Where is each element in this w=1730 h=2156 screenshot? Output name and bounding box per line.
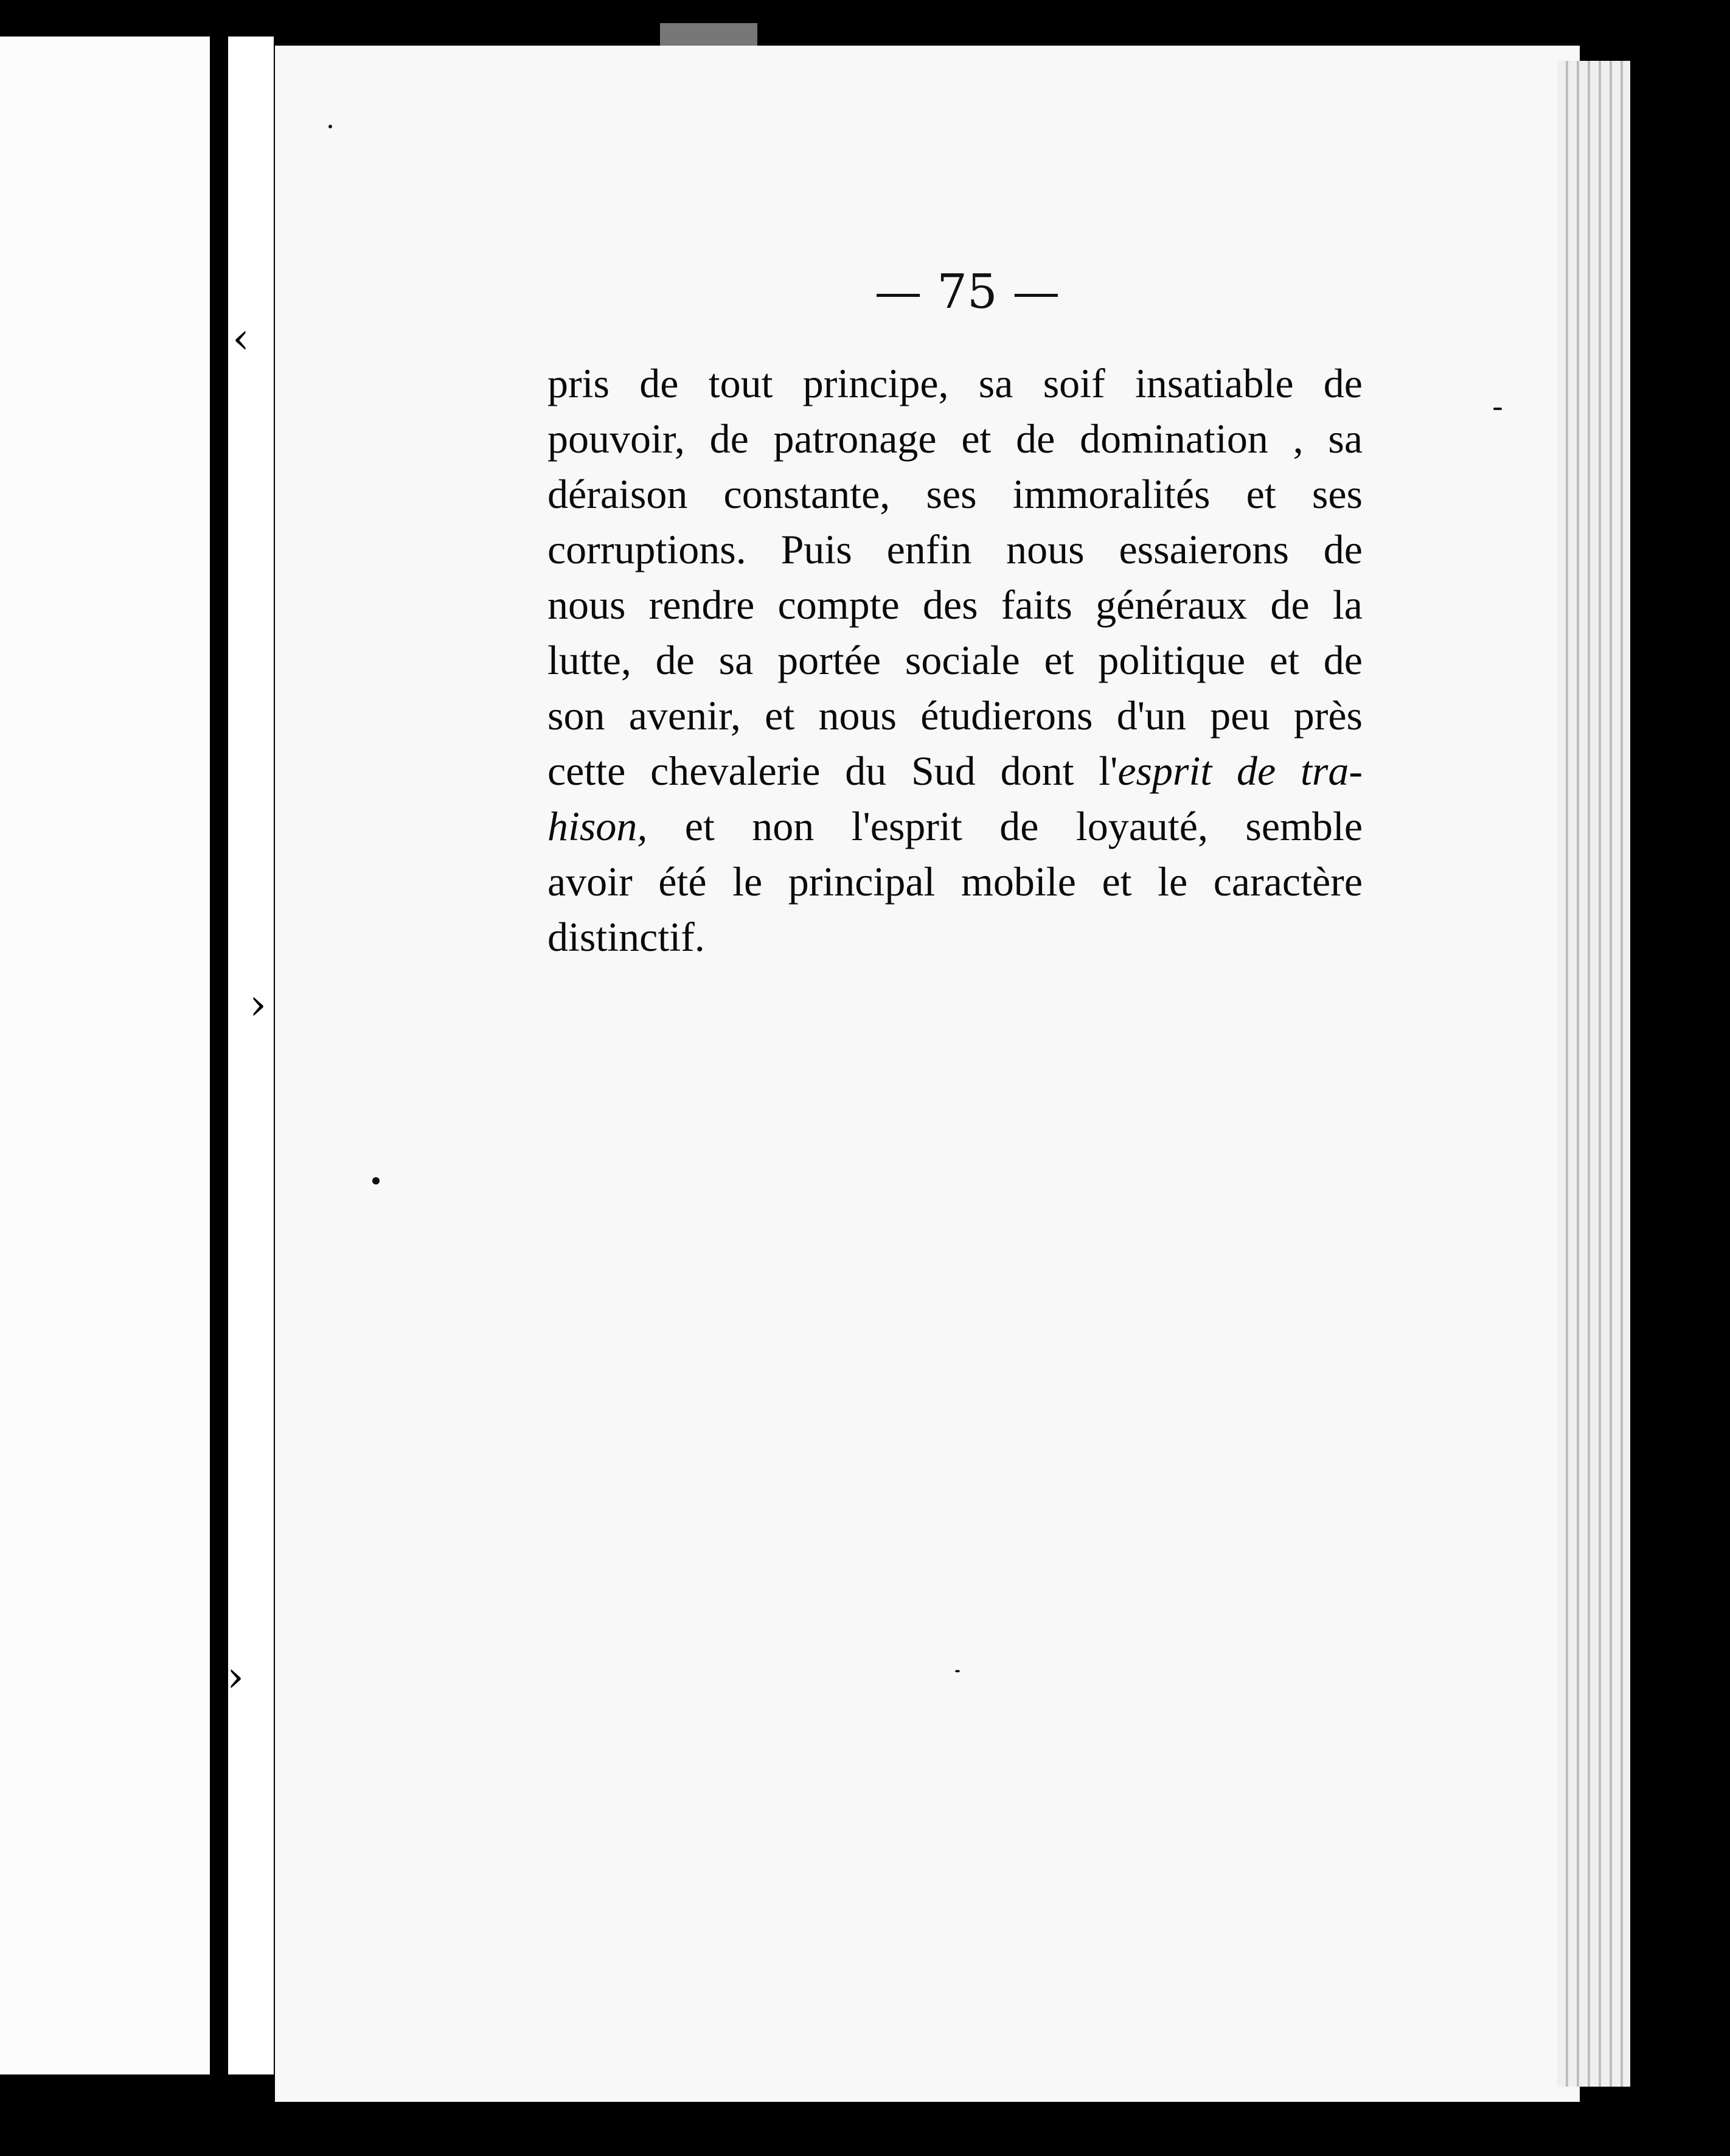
page-edges xyxy=(1557,61,1630,2087)
text-run: pouvoir, de patronage et de domination , sa xyxy=(547,416,1363,462)
paper-speck xyxy=(1493,408,1502,410)
text-line xyxy=(547,799,1363,854)
paper-speck xyxy=(955,1670,960,1672)
right-page xyxy=(275,46,1580,2102)
text-run: son avenir, et nous étudierons d'un peu près xyxy=(547,692,1363,739)
scanner-clip xyxy=(660,23,757,47)
text-line xyxy=(547,411,1363,467)
binding-mark: ‹› xyxy=(210,1652,244,1702)
page-number: — 75 — xyxy=(874,265,1060,319)
text-run: distinctif. xyxy=(547,914,705,960)
left-page-blank xyxy=(0,37,231,2074)
paper-speck xyxy=(328,125,332,128)
text-line xyxy=(547,356,1363,411)
text-run: avoir été le principal mobile et le caractère xyxy=(547,858,1363,905)
italic-text: esprit de tra- xyxy=(1117,748,1363,794)
body-text xyxy=(547,356,1363,965)
text-line xyxy=(547,854,1363,909)
binding-mark: › xyxy=(249,979,266,1029)
text-run: et non l'esprit de loyauté, semble xyxy=(647,803,1363,849)
text-run: déraison constante, ses immoralités et ses xyxy=(547,471,1363,517)
text-line xyxy=(547,577,1363,633)
italic-text: hison, xyxy=(547,803,648,849)
binding-mark: ‹ xyxy=(232,313,249,363)
text-line xyxy=(547,743,1363,799)
text-line xyxy=(547,688,1363,743)
spine-shadow xyxy=(210,37,228,2074)
text-run: nous rendre compte des faits généraux de la xyxy=(547,582,1363,628)
paper-speck xyxy=(372,1177,380,1184)
text-line xyxy=(547,633,1363,688)
text-run: corruptions. Puis enfin nous essaierons de xyxy=(547,526,1363,572)
text-run: cette chevalerie du Sud dont l' xyxy=(547,748,1118,794)
text-run: lutte, de sa portée sociale et politique et de xyxy=(547,637,1363,683)
text-line xyxy=(547,467,1363,522)
text-line xyxy=(547,522,1363,577)
text-run: pris de tout principe, sa soif insatiable de xyxy=(547,360,1363,406)
text-line xyxy=(547,909,1363,965)
